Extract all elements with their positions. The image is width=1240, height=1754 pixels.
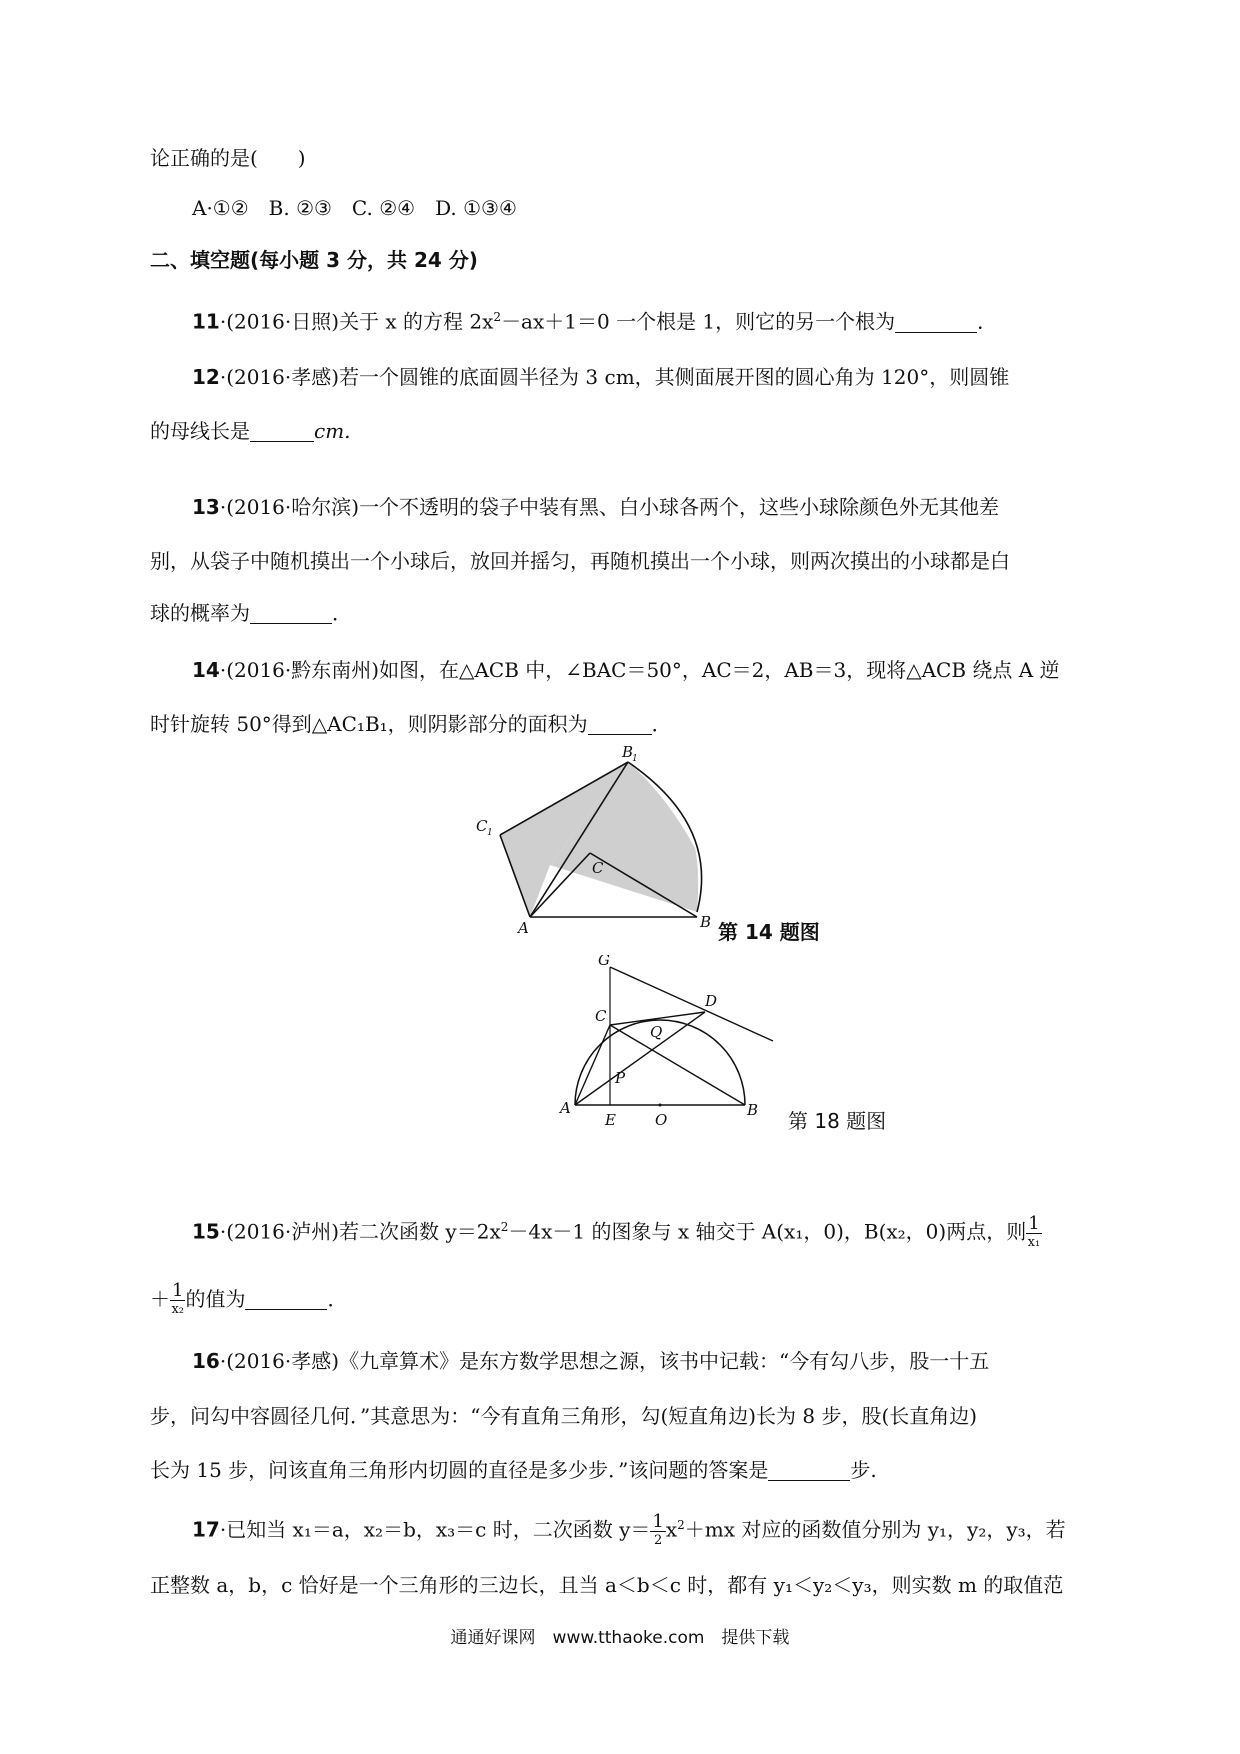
label-o: O <box>655 1111 668 1129</box>
q15-f1-den: x₁ <box>1027 1234 1041 1250</box>
q12-end: cm. <box>314 419 351 443</box>
q14-text: 如图，在△ACB 中，∠BAC＝50°，AC＝2，AB＝3，现将△ACB 绕点 A 逆 <box>379 658 1060 682</box>
q11-end: ． <box>977 309 998 334</box>
figure-18-diagram <box>555 955 795 1130</box>
q17-sup: 2 <box>677 1518 685 1532</box>
q15-f1-num: 1 <box>1028 1212 1040 1234</box>
q15-text: 若二次函数 y＝2x <box>339 1219 501 1244</box>
question-15-line2 <box>150 1282 347 1319</box>
q11-sup: 2 <box>493 310 502 324</box>
q17-text: ·已知当 x₁＝a，x₂＝b，x₃＝c 时，二次函数 y＝ <box>219 1517 651 1542</box>
q14-answer-blank[interactable] <box>588 712 652 735</box>
question-16-line2: 步，问勾中容圆径几何．”其意思为：“今有直角三角形，勾(短直角边)长为 8 步，股(长直角边) <box>150 1404 978 1428</box>
q15-sup: 2 <box>500 1220 509 1234</box>
q15-fraction-2 <box>170 1282 185 1319</box>
question-12-line2 <box>150 416 351 446</box>
label-c1-sub: 1 <box>487 828 493 838</box>
question-15 <box>192 1212 1042 1252</box>
q13-number: 13 <box>192 495 220 519</box>
q15-plus: ＋ <box>150 1287 170 1311</box>
figure-18-caption: 第 18 题图 <box>788 1109 887 1133</box>
q11-answer-blank[interactable] <box>895 310 977 333</box>
label-a: A <box>518 919 529 935</box>
q12-answer-blank[interactable] <box>250 419 314 442</box>
section-heading: 二、填空题(每小题 3 分，共 24 分) <box>150 248 478 272</box>
q17-fraction <box>650 1510 665 1550</box>
label-q: Q <box>650 1023 663 1041</box>
q15-end: ． <box>327 1287 348 1311</box>
q10-tail: 论正确的是( ) <box>150 146 306 170</box>
q15-f2-den: x₂ <box>171 1302 184 1317</box>
question-14-line2 <box>150 709 672 739</box>
q15-fraction-1 <box>1026 1212 1041 1252</box>
q14-text2: 时针旋转 50°得到△AC₁B₁，则阴影部分的面积为 <box>150 712 588 736</box>
q17-x: x <box>665 1517 678 1542</box>
q13-end: ． <box>332 601 352 625</box>
question-13-line3 <box>150 598 352 628</box>
q15-source: ·(2016·泸州) <box>219 1219 340 1244</box>
question-17 <box>192 1510 1066 1550</box>
question-16 <box>192 1346 989 1376</box>
q17-number: 17 <box>192 1517 220 1542</box>
label-b: B <box>700 913 712 931</box>
figure-14-diagram <box>460 745 720 935</box>
label-a: A <box>560 1099 571 1117</box>
question-14 <box>192 655 1060 685</box>
q10-options: A·①② B. ②③ C. ②④ D. ①③④ <box>192 196 517 220</box>
q13-answer-blank[interactable] <box>250 601 332 624</box>
q12-text: 若一个圆锥的底面圆半径为 3 cm，其侧面展开图的圆心角为 120°，则圆锥 <box>339 365 1010 389</box>
label-b1: B <box>622 745 634 761</box>
question-16-line3 <box>150 1455 877 1485</box>
q15-text2: －4x－1 的图象与 x 轴交于 A(x₁，0)，B(x₂，0)两点，则 <box>508 1219 1027 1244</box>
q11-number: 11 <box>192 309 220 334</box>
q16-source: ·(2016·孝感) <box>219 1349 340 1373</box>
q17-f-num: 1 <box>652 1510 664 1532</box>
label-c: C <box>595 1007 607 1025</box>
question-13 <box>192 492 999 522</box>
q16-text3: 长为 15 步，问该直角三角形内切圆的直径是多少步．”该问题的答案是 <box>150 1458 769 1482</box>
q15-number: 15 <box>192 1219 220 1244</box>
q17-text2: ＋mx 对应的函数值分别为 y₁，y₂，y₃，若 <box>684 1517 1066 1542</box>
q17-f-den: 2 <box>653 1532 663 1548</box>
label-b1-sub: 1 <box>632 754 638 764</box>
label-p: P <box>615 1069 626 1087</box>
q15-answer-blank[interactable] <box>245 1287 327 1310</box>
q12-source: ·(2016·孝感) <box>219 365 340 389</box>
question-17-line2: 正整数 a，b，c 恰好是一个三角形的三边长，且当 a＜b＜c 时，都有 y₁＜y₂＜y₃，则实数 m 的取值范 <box>150 1573 1064 1597</box>
q13-text3: 球的概率为 <box>150 601 250 625</box>
q15-f2-num: 1 <box>172 1280 184 1301</box>
q16-answer-blank[interactable] <box>768 1458 850 1481</box>
label-c: C <box>592 859 604 877</box>
q16-number: 16 <box>192 1349 220 1373</box>
question-12 <box>192 362 1009 392</box>
q12-number: 12 <box>192 365 220 389</box>
label-b: B <box>747 1101 759 1119</box>
q16-end: 步. <box>850 1458 877 1482</box>
label-g: G <box>598 955 610 969</box>
question-13-line2: 别，从袋子中随机摸出一个小球后，放回并摇匀，再随机摸出一个小球，则两次摸出的小球都是白 <box>150 549 1010 573</box>
q12-text2: 的母线长是 <box>150 419 250 443</box>
label-c1: C <box>476 817 488 835</box>
q13-source: ·(2016·哈尔滨) <box>219 495 360 519</box>
q14-source: ·(2016·黔东南州) <box>219 658 380 682</box>
question-11 <box>192 302 997 337</box>
q13-text: 一个不透明的袋子中装有黑、白小球各两个，这些小球除颜色外无其他差 <box>359 495 1000 519</box>
q11-text2: －ax＋1＝0 一个根是 1，则它的另一个根为 <box>501 309 896 334</box>
label-d: D <box>705 992 718 1010</box>
q15-text3: 的值为 <box>185 1287 246 1311</box>
label-e: E <box>605 1111 616 1129</box>
q11-text: 关于 x 的方程 2x <box>339 309 494 334</box>
q16-text: 《九章算术》是东方数学思想之源，该书中记载：“今有勾八步，股一十五 <box>339 1349 990 1373</box>
figure-14-caption: 第 14 题图 <box>718 920 820 944</box>
q11-source: ·(2016·日照) <box>219 309 340 334</box>
q14-end: ． <box>651 712 672 736</box>
page-footer: 通通好课网 www.tthaoke.com 提供下载 <box>450 1628 790 1648</box>
q14-number: 14 <box>192 658 220 682</box>
